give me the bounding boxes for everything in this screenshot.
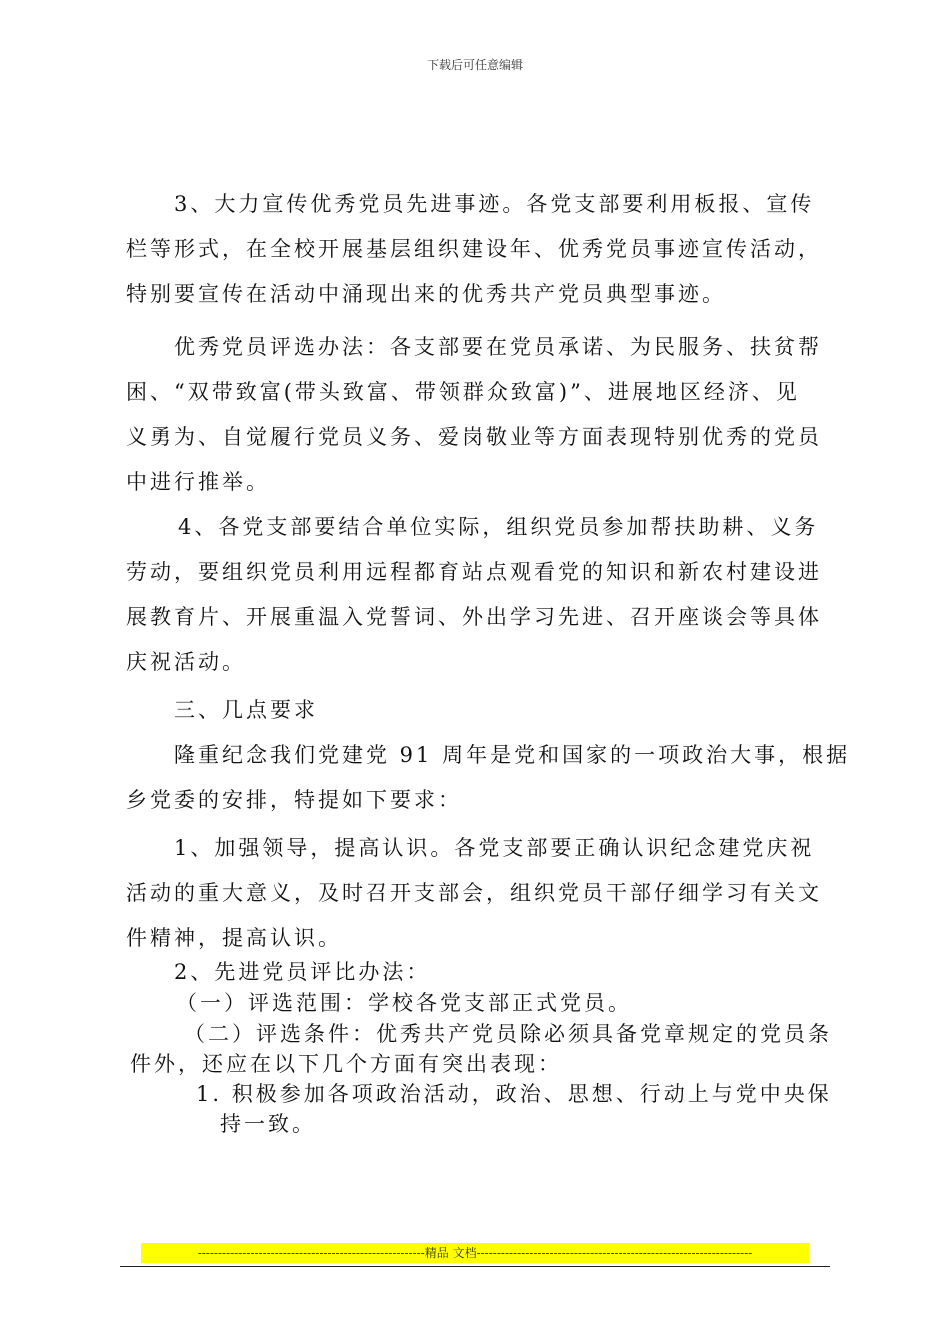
paragraph-selection-method <box>126 325 822 505</box>
section-heading: 三、几点要求 <box>174 698 318 722</box>
text-line: 义勇为、自觉履行党员义务、爱岗敬业等方面表现特别优秀的党员 <box>126 425 822 449</box>
paragraph-leadership <box>126 826 822 961</box>
paragraph-selection-scope: （一）评选范围：学校各党支部正式党员。 <box>176 991 632 1015</box>
paragraph-selection-criteria <box>126 1019 832 1079</box>
text-line: 展教育片、开展重温入党誓词、外出学习先进、召开座谈会等具体 <box>126 605 822 629</box>
text-line: 1、加强领导，提高认识。各党支部要正确认识纪念建党庆祝 <box>174 836 815 860</box>
text-line: 活动的重大意义，及时召开支部会，组织党员干部仔细学习有关文 <box>126 881 822 905</box>
paragraph-requirements-intro <box>126 733 850 823</box>
footer-banner: --------------------------------------------------------精品 文档-------------------------------------------------------------------- <box>141 1243 809 1263</box>
text-line: 栏等形式，在全校开展基层组织建设年、优秀党员事迹宣传活动， <box>126 237 822 261</box>
text-line: （二）评选条件：优秀共产党员除必须具备党章规定的党员条 <box>184 1022 832 1046</box>
text-line: 4、各党支部要结合单位实际，组织党员参加帮扶助耕、义务 <box>178 515 819 539</box>
list-item-political-activities <box>196 1079 832 1139</box>
text-line: 困、“双带致富(带头致富、带领群众致富)”、进展地区经济、见 <box>126 380 800 404</box>
paragraph-publicity <box>126 182 822 317</box>
text-line: 优秀党员评选办法：各支部要在党员承诺、为民服务、扶贫帮 <box>174 335 822 359</box>
text-line: 隆重纪念我们党建党 91 周年是党和国家的一项政治大事，根据 <box>174 743 851 767</box>
text-line: 件精神，提高认识。 <box>126 926 342 950</box>
paragraph-evaluation-method: 2、先进党员评比办法： <box>174 960 431 984</box>
text-line: 中进行推举。 <box>126 470 270 494</box>
text-line: 庆祝活动。 <box>126 650 246 674</box>
page-header: 下载后可任意编辑 <box>426 58 523 72</box>
text-line: 劳动，要组织党员利用远程都育站点观看党的知识和新农村建设进 <box>126 560 822 584</box>
text-line: 乡党委的安排，特提如下要求： <box>126 788 462 812</box>
text-line: 件外，还应在以下几个方面有突出表现： <box>130 1052 562 1076</box>
footer-divider <box>120 1266 830 1267</box>
text-line: 3、大力宣传优秀党员先进事迹。各党支部要利用板报、宣传 <box>174 192 815 216</box>
text-line: 特别要宣传在活动中涌现出来的优秀共产党员典型事迹。 <box>126 282 726 306</box>
paragraph-activities <box>126 505 822 685</box>
text-line: 1. 积极参加各项政治活动，政治、思想、行动上与党中央保 <box>196 1082 832 1106</box>
text-line: 持一致。 <box>220 1112 316 1136</box>
